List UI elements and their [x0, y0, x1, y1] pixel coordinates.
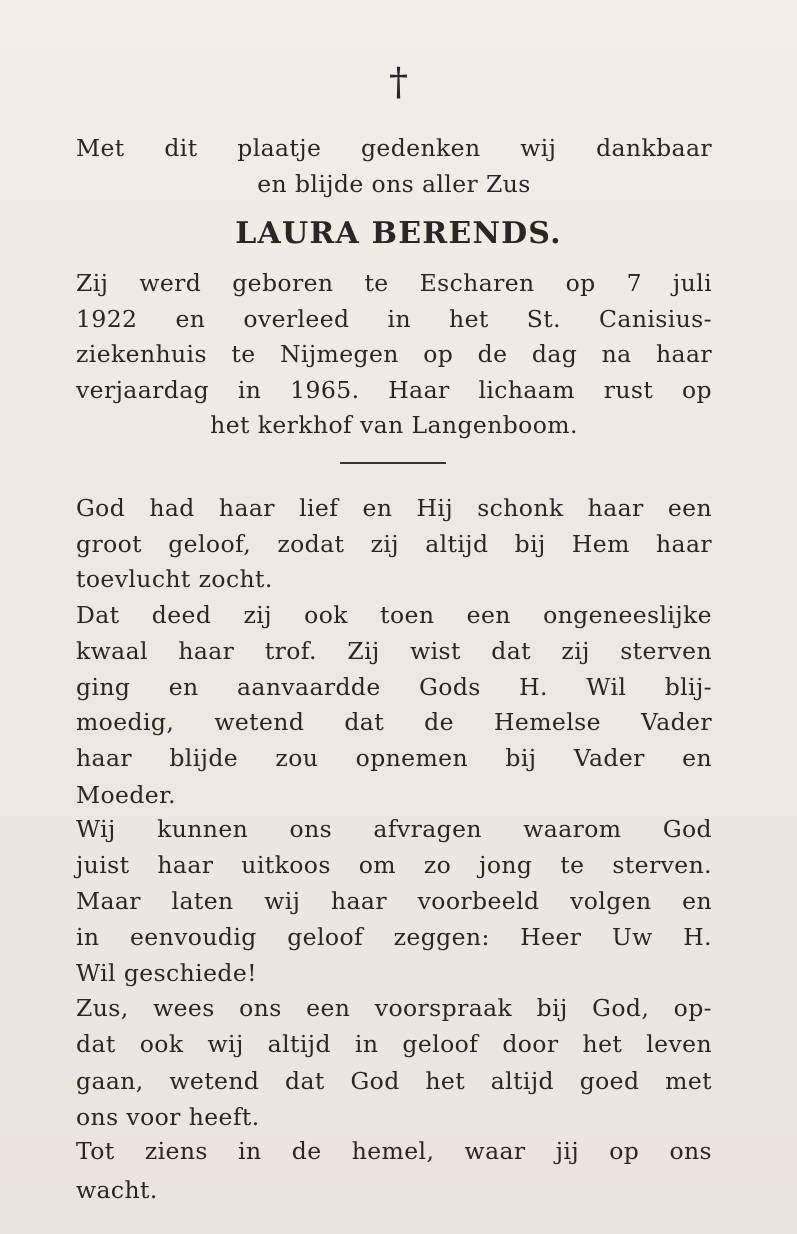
intro-line-1: Met dit plaatje gedenken wij dankbaar	[76, 134, 712, 162]
body-line-6: ging en aanvaardde Gods H. Wil blij-	[76, 673, 712, 701]
bio-line-5: het kerkhof van Langenboom.	[210, 411, 578, 439]
body-line-18: ons voor heeft.	[76, 1103, 260, 1131]
body-line-15: Zus, wees ons een voorspraak bij God, op-	[76, 994, 712, 1022]
body-line-12: Maar laten wij haar voorbeeld volgen en	[76, 887, 712, 915]
body-line-11: juist haar uitkoos om zo jong te sterven.	[76, 851, 712, 879]
body-line-10: Wij kunnen ons afvragen waarom God	[76, 815, 712, 843]
body-line-14: Wil geschiede!	[76, 959, 257, 987]
body-line-20: wacht.	[76, 1176, 158, 1204]
body-line-5: kwaal haar trof. Zij wist dat zij sterven	[76, 637, 712, 665]
body-line-3: toevlucht zocht.	[76, 565, 273, 593]
body-line-17: gaan, wetend dat God het altijd goed met	[76, 1067, 712, 1095]
body-line-1: God had haar lief en Hij schonk haar een	[76, 494, 712, 522]
deceased-name: LAURA BERENDS.	[235, 216, 562, 251]
bio-line-2: 1922 en overleed in het St. Canisius-	[76, 305, 712, 333]
body-line-9: Moeder.	[76, 781, 176, 809]
body-line-8: haar blijde zou opnemen bij Vader en	[76, 744, 712, 772]
bio-line-4: verjaardag in 1965. Haar lichaam rust op	[76, 376, 712, 404]
bio-line-3: ziekenhuis te Nijmegen op de dag na haar	[76, 340, 712, 368]
body-line-16: dat ook wij altijd in geloof door het leven	[76, 1030, 712, 1058]
cross-icon: †	[389, 60, 408, 104]
divider-rule	[340, 462, 446, 464]
bio-line-1: Zij werd geboren te Escharen op 7 juli	[76, 269, 712, 297]
intro-line-2: en blijde ons aller Zus	[257, 170, 531, 198]
body-line-7: moedig, wetend dat de Hemelse Vader	[76, 708, 712, 736]
body-line-13: in eenvoudig geloof zeggen: Heer Uw H.	[76, 923, 712, 951]
body-line-2: groot geloof, zodat zij altijd bij Hem haar	[76, 530, 712, 558]
body-line-19: Tot ziens in de hemel, waar jij op ons	[76, 1137, 712, 1165]
body-line-4: Dat deed zij ook toen een ongeneeslijke	[76, 601, 712, 629]
